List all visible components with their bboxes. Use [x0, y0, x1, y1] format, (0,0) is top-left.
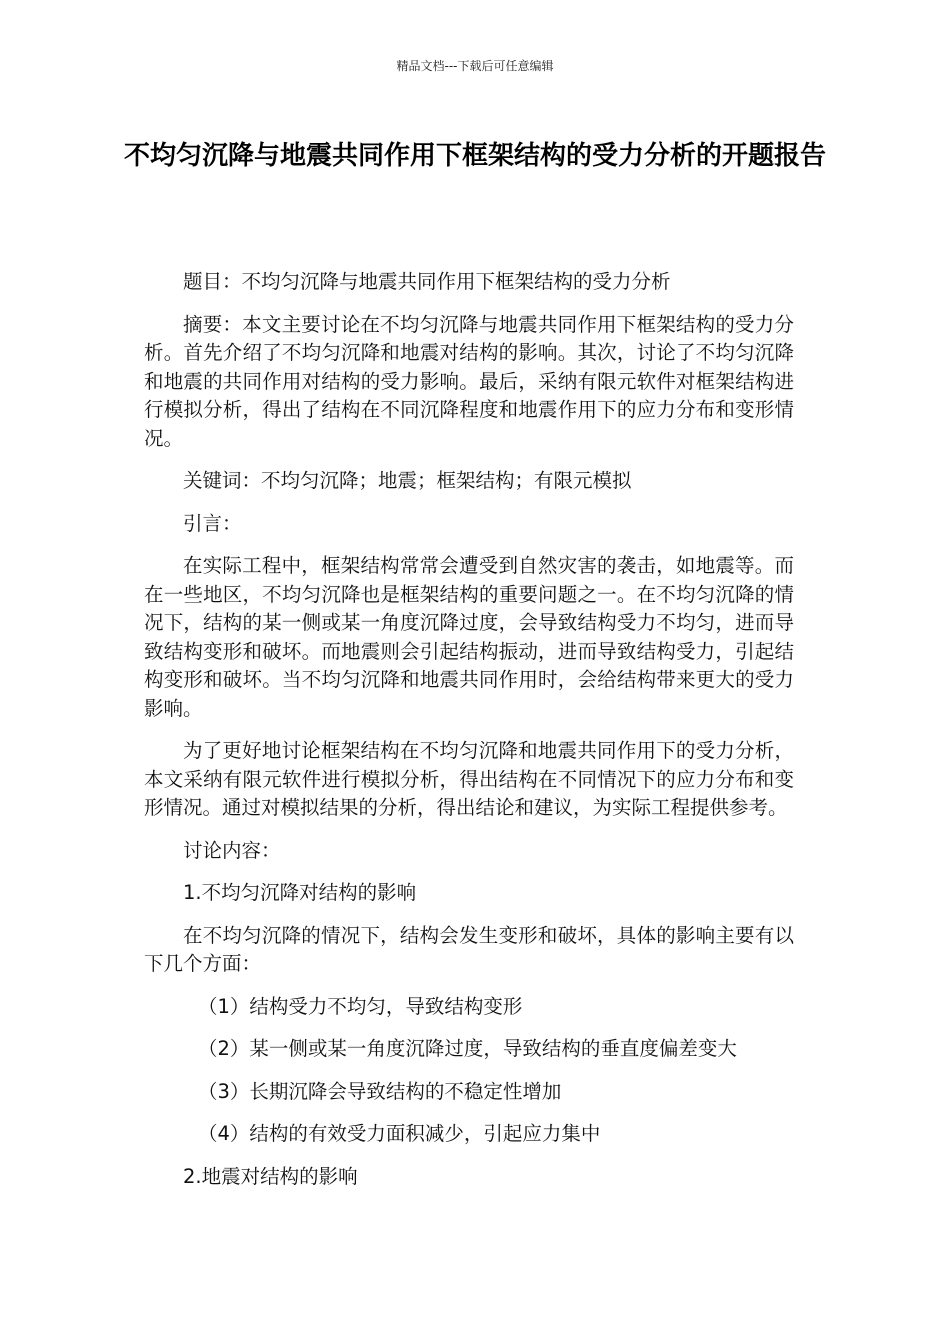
section-1-heading: 1.不均匀沉降对结构的影响 [183, 881, 417, 904]
header-note: 精品文档---下载后可任意编辑 [396, 59, 554, 73]
list-item: （3）长期沉降会导致结构的不稳定性增加 [198, 1079, 562, 1103]
section-1-intro: 在不均匀沉降的情况下，结构会发生变形和破坏，具体的影响主要有以下几个方面： [144, 923, 794, 975]
document-title: 不均匀沉降与地震共同作用下框架结构的受力分析的开题报告 [123, 141, 826, 171]
discussion-heading: 讨论内容： [183, 838, 281, 862]
topic-paragraph: 题目：不均匀沉降与地震共同作用下框架结构的受力分析 [183, 270, 671, 293]
section-2-heading: 2.地震对结构的影响 [183, 1164, 358, 1188]
intro-paragraph-2: 为了更好地讨论框架结构在不均匀沉降和地震共同作用下的受力分析，本文采纳有限元软件进行模拟分析，得出结构在不同情况下的应力分布和变形情况。通过对模拟结果的分析，得出结论和建议，为实际工程提供参考。 [144, 739, 794, 819]
abstract-paragraph: 摘要：本文主要讨论在不均匀沉降与地震共同作用下框架结构的受力分析。首先介绍了不均匀沉降和地震对结构的影响。其次，讨论了不均匀沉降和地震的共同作用对结构的受力影响。最后，采纳有限元软件对框架结构进行模拟分析，得出了结构在不同沉降程度和地震作用下的应力分布和变形情况。 [144, 312, 794, 450]
list-item: （1）结构受力不均匀，导致结构变形 [198, 994, 523, 1018]
intro-paragraph-1: 在实际工程中，框架结构常常会遭受到自然灾害的袭击，如地震等。而在一些地区，不均匀沉降也是框架结构的重要问题之一。在不均匀沉降的情况下，结构的某一侧或某一角度沉降过度，会导致结构受力不均匀，进而导致结构变形和破坏。而地震则会引起结构振动，进而导致结构受力，引起结构变形和破坏。当不均匀沉降和地震共同作用时，会给结构带来更大的受力影响。 [144, 554, 794, 720]
intro-heading: 引言： [183, 511, 242, 535]
list-item: （2）某一侧或某一角度沉降过度，导致结构的垂直度偏差变大 [198, 1037, 737, 1060]
keywords-paragraph: 关键词：不均匀沉降；地震；框架结构；有限元模拟 [183, 469, 632, 492]
document-body [144, 268, 794, 1205]
list-item: （4）结构的有效受力面积减少，引起应力集中 [198, 1122, 601, 1145]
